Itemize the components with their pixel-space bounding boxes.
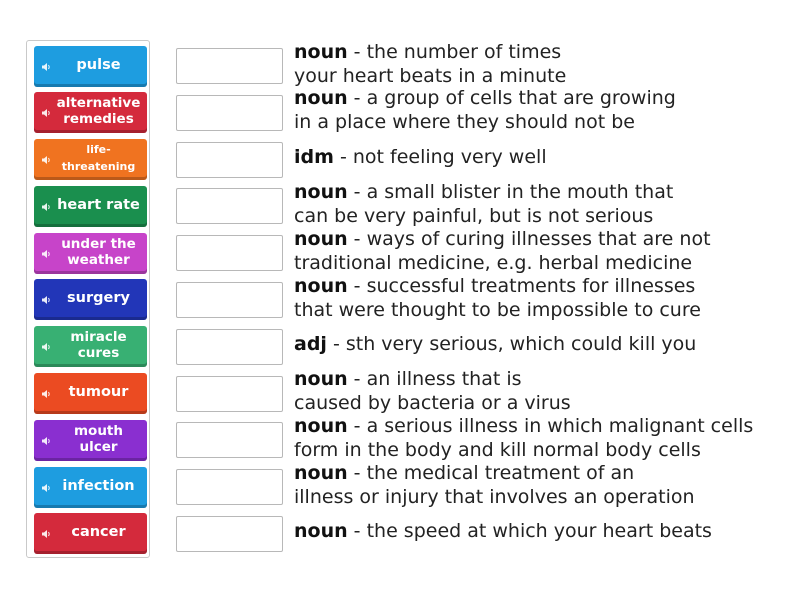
tile-label: mouth ulcer (73, 423, 124, 455)
part-of-speech: noun (294, 462, 348, 484)
word-tile-infection[interactable] (34, 467, 147, 508)
definition-text: - the medical treatment of an illness or injury that involves an operation (294, 462, 695, 508)
word-tile-heart-rate[interactable] (34, 186, 147, 227)
definition-2 (294, 86, 794, 134)
part-of-speech: noun (294, 275, 348, 297)
answer-slot-4[interactable] (176, 188, 283, 224)
definition-text: - sth very serious, which could kill you (326, 333, 697, 355)
definition-9 (294, 414, 794, 462)
word-tile-life-threatening[interactable] (34, 139, 147, 180)
speaker-icon[interactable] (41, 62, 51, 72)
definition-10 (294, 461, 794, 509)
word-tile-surgery[interactable] (34, 279, 147, 320)
tile-label: miracle cures (70, 329, 127, 361)
tile-label: cancer (71, 523, 126, 540)
answer-slot-3[interactable] (176, 142, 283, 178)
answer-slot-8[interactable] (176, 376, 283, 412)
definition-text: - ways of curing illnesses that are not traditional medicine, e.g. herbal medicine (294, 228, 711, 274)
word-tile-panel (26, 40, 150, 558)
word-tile-alternative-remedies[interactable] (34, 92, 147, 133)
speaker-icon[interactable] (41, 155, 51, 165)
word-tile-under-the-weather[interactable] (34, 233, 147, 274)
answer-slot-10[interactable] (176, 469, 283, 505)
speaker-icon[interactable] (41, 436, 51, 446)
part-of-speech: noun (294, 228, 348, 250)
definition-text: - a small blister in the mouth that can be very painful, but is not serious (294, 181, 674, 227)
definition-text: - not feeling very well (333, 146, 547, 168)
definition-text: - successful treatments for illnesses that were thought to be impossible to cure (294, 275, 701, 321)
word-tile-pulse[interactable] (34, 46, 147, 87)
speaker-icon[interactable] (41, 529, 51, 539)
definition-7 (294, 332, 794, 356)
tile-label: alternative remedies (56, 95, 141, 127)
definition-1 (294, 40, 794, 88)
definition-5 (294, 227, 794, 275)
part-of-speech: noun (294, 87, 348, 109)
definition-text: - the number of times your heart beats in a minute (294, 41, 567, 87)
word-tile-miracle-cures[interactable] (34, 326, 147, 367)
tile-label: life-threatening (61, 143, 136, 173)
answer-slot-2[interactable] (176, 95, 283, 131)
answer-slot-5[interactable] (176, 235, 283, 271)
definition-text: - the speed at which your heart beats (347, 520, 712, 542)
word-tile-cancer[interactable] (34, 513, 147, 554)
tile-label: tumour (68, 383, 129, 400)
word-tile-mouth-ulcer[interactable] (34, 420, 147, 461)
part-of-speech: noun (294, 368, 348, 390)
tile-label: pulse (76, 56, 121, 73)
definition-6 (294, 274, 794, 322)
tile-label: heart rate (57, 196, 140, 213)
part-of-speech: noun (294, 415, 348, 437)
definition-text: - an illness that is caused by bacteria or a virus (294, 368, 571, 414)
definition-3 (294, 145, 794, 169)
speaker-icon[interactable] (41, 342, 51, 352)
part-of-speech: noun (294, 41, 348, 63)
definition-4 (294, 180, 794, 228)
answer-slot-6[interactable] (176, 282, 283, 318)
answer-slot-11[interactable] (176, 516, 283, 552)
answer-slot-1[interactable] (176, 48, 283, 84)
answer-slot-7[interactable] (176, 329, 283, 365)
definition-11 (294, 519, 794, 543)
part-of-speech: adj (294, 333, 327, 355)
speaker-icon[interactable] (41, 202, 51, 212)
speaker-icon[interactable] (41, 389, 51, 399)
part-of-speech: idm (294, 146, 334, 168)
definition-text: - a serious illness in which malignant cells form in the body and kill normal body cells (294, 415, 754, 461)
speaker-icon[interactable] (41, 249, 51, 259)
answer-slot-9[interactable] (176, 422, 283, 458)
word-tile-tumour[interactable] (34, 373, 147, 414)
tile-label: surgery (67, 289, 130, 306)
tile-label: under the weather (61, 236, 136, 268)
speaker-icon[interactable] (41, 483, 51, 493)
tile-label: infection (62, 477, 135, 494)
speaker-icon[interactable] (41, 295, 51, 305)
definition-8 (294, 367, 794, 415)
part-of-speech: noun (294, 181, 348, 203)
part-of-speech: noun (294, 520, 348, 542)
definition-text: - a group of cells that are growing in a place where they should not be (294, 87, 676, 133)
speaker-icon[interactable] (41, 108, 51, 118)
